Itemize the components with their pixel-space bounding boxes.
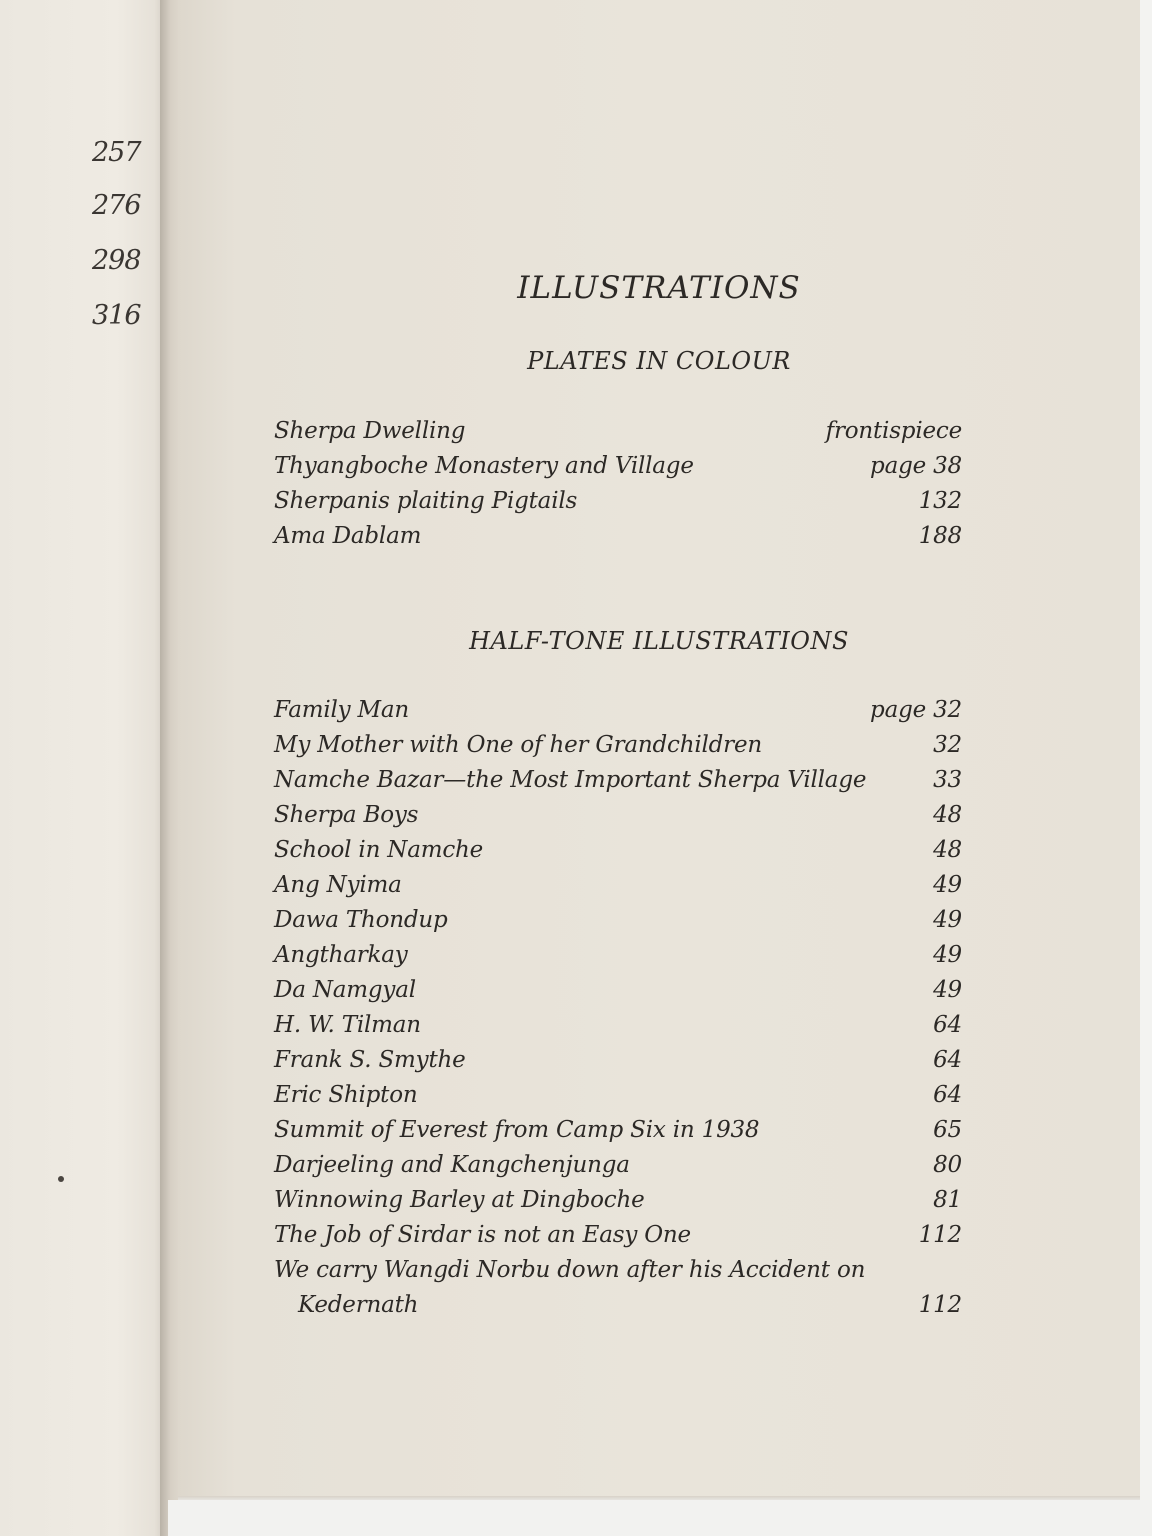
list-item-title: Da Namgyal <box>274 977 416 1003</box>
list-item-title: Darjeeling and Kangchenjunga <box>274 1152 630 1178</box>
list-item-page: page 38 <box>870 453 962 479</box>
list-item-page: frontispiece <box>825 418 962 444</box>
list-item-page: 80 <box>933 1152 962 1178</box>
list-item-title: Winnowing Barley at Dingboche <box>274 1187 645 1213</box>
list-item-page: 81 <box>933 1187 962 1213</box>
list-item-page: 49 <box>933 872 962 898</box>
list-item-title: Ama Dablam <box>274 523 422 549</box>
half-tone-heading: HALF-TONE ILLUSTRATIONS <box>469 627 849 655</box>
colour-plates-heading: PLATES IN COLOUR <box>527 347 791 375</box>
facing-page-number: 257 <box>92 137 141 168</box>
list-item-title: School in Namche <box>274 837 484 863</box>
page-edge <box>1140 0 1152 1500</box>
list-item-title: Angtharkay <box>274 942 408 968</box>
list-item-title: Dawa Thondup <box>274 907 448 933</box>
list-item-page: 33 <box>933 767 962 793</box>
list-item-title: Thyangboche Monastery and Village <box>274 453 694 479</box>
list-item-title: My Mother with One of her Grandchildren <box>274 732 762 758</box>
list-item-title: Sherpanis plaiting Pigtails <box>274 488 578 514</box>
list-item-page: 132 <box>918 488 962 514</box>
list-item-title: Sherpa Dwelling <box>274 418 466 444</box>
list-item-page: 112 <box>918 1222 962 1248</box>
list-item-title: We carry Wangdi Norbu down after his Accident on <box>274 1257 866 1283</box>
list-item-title: H. W. Tilman <box>274 1012 421 1038</box>
list-item-page: 112 <box>918 1292 962 1318</box>
list-item-page: page 32 <box>870 697 962 723</box>
list-item-page: 188 <box>918 523 962 549</box>
list-item-page: 65 <box>933 1117 962 1143</box>
list-item-page: 32 <box>933 732 962 758</box>
list-item-title: Sherpa Boys <box>274 802 419 828</box>
list-item-title: Family Man <box>274 697 410 723</box>
page-bottom-edge <box>168 1500 1152 1536</box>
list-item-title: Namche Bazar—the Most Important Sherpa Village <box>274 767 867 793</box>
list-item-title-continuation: Kedernath <box>298 1292 419 1318</box>
page-title: ILLUSTRATIONS <box>517 270 801 306</box>
facing-page-number: 298 <box>92 245 141 276</box>
list-item-page: 48 <box>933 802 962 828</box>
facing-page-number: 276 <box>92 190 141 221</box>
paper-speck <box>58 1176 64 1182</box>
list-item-page: 64 <box>933 1047 962 1073</box>
list-item-page: 64 <box>933 1012 962 1038</box>
list-item-page: 49 <box>933 977 962 1003</box>
list-item-title: Summit of Everest from Camp Six in 1938 <box>274 1117 760 1143</box>
list-item-title: Eric Shipton <box>274 1082 418 1108</box>
list-item-title: Frank S. Smythe <box>274 1047 466 1073</box>
list-item-title: Ang Nyima <box>274 872 402 898</box>
list-item-page: 48 <box>933 837 962 863</box>
facing-page <box>0 0 168 1536</box>
list-item-page: 64 <box>933 1082 962 1108</box>
list-item-title: The Job of Sirdar is not an Easy One <box>274 1222 691 1248</box>
list-item-page: 49 <box>933 907 962 933</box>
facing-page-number: 316 <box>92 300 141 331</box>
list-item-page: 49 <box>933 942 962 968</box>
